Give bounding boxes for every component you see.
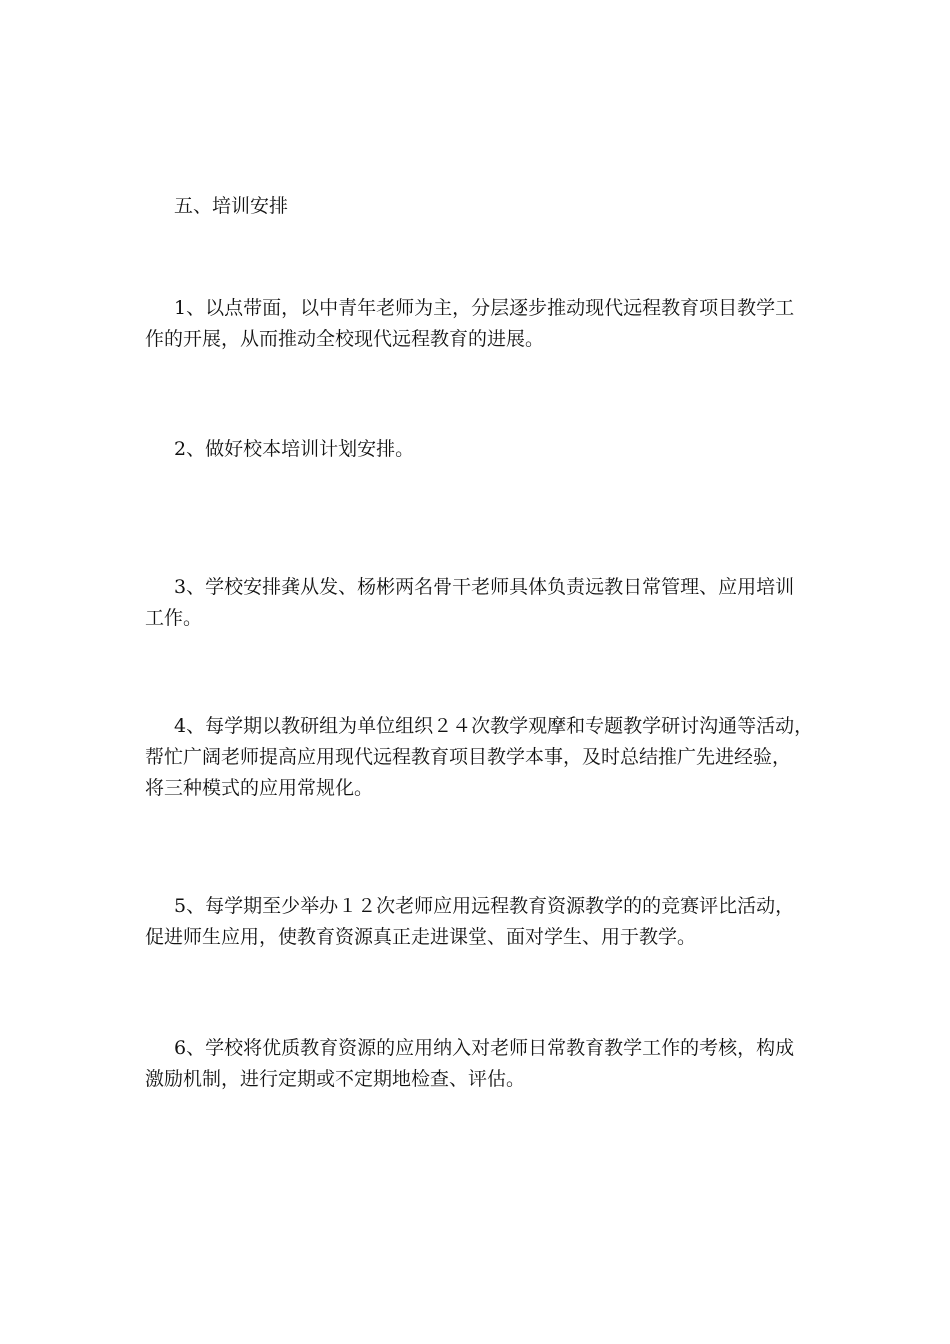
paragraph-line: 激励机制，进行定期或不定期地检查、评估。 — [145, 1068, 526, 1090]
paragraph-line: 3、学校安排龚从发、杨彬两名骨干老师具体负责远教日常管理、应用培训 — [174, 576, 795, 598]
paragraph-item-3 — [145, 572, 810, 634]
paragraph-line: 将三种模式的应用常规化。 — [145, 777, 374, 799]
section-title — [145, 191, 810, 222]
paragraph-item-6 — [145, 1033, 810, 1095]
paragraph-line: 1、以点带面，以中青年老师为主，分层逐步推动现代远程教育项目教学工 — [174, 297, 795, 319]
paragraph-item-4 — [145, 711, 814, 804]
paragraph-item-5 — [145, 891, 810, 953]
paragraph-item-2 — [145, 434, 810, 465]
paragraph-line: 工作。 — [145, 607, 203, 629]
paragraph-line: 4、每学期以教研组为单位组织２４次教学观摩和专题教学研讨沟通等活动， — [174, 715, 814, 737]
paragraph-line: 作的开展，从而推动全校现代远程教育的进展。 — [145, 328, 545, 350]
paragraph-line: 促进师生应用，使教育资源真正走进课堂、面对学生、用于教学。 — [145, 926, 697, 948]
paragraph-line: 6、学校将优质教育资源的应用纳入对老师日常教育教学工作的考核，构成 — [174, 1037, 795, 1059]
paragraph-item-1 — [145, 293, 810, 355]
section-title-text: 五、培训安排 — [174, 195, 289, 217]
paragraph-line: 5、每学期至少举办１２次老师应用远程教育资源教学的的竞赛评比活动， — [174, 895, 795, 917]
paragraph-line: 2、做好校本培训计划安排。 — [174, 438, 415, 460]
paragraph-line: 帮忙广阔老师提高应用现代远程教育项目教学本事，及时总结推广先进经验， — [145, 746, 792, 768]
